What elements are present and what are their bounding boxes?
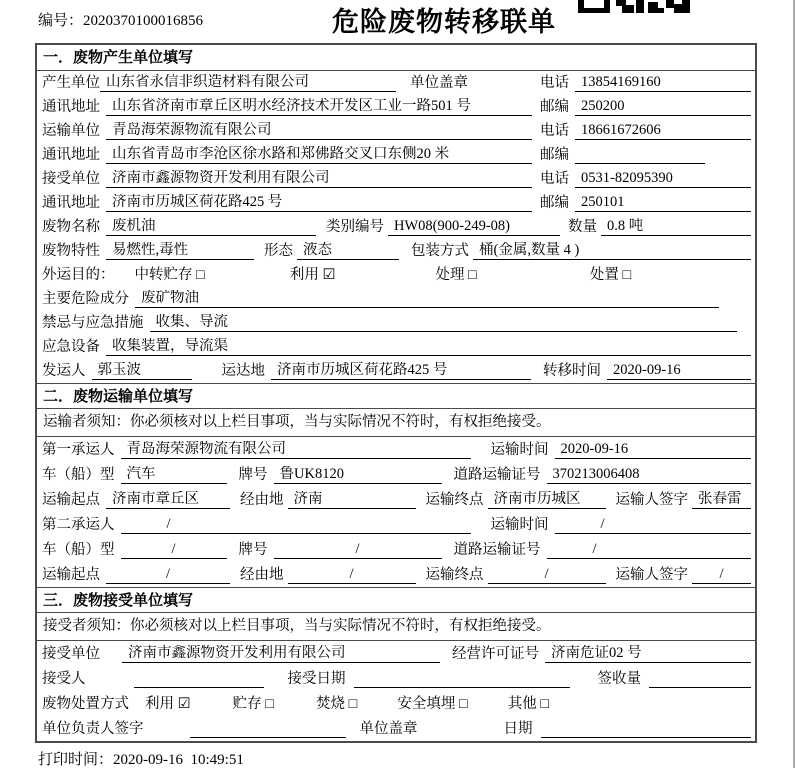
transfer-form-table: [35, 43, 757, 743]
unit-seal-label: 单位盖章: [410, 75, 468, 91]
packing-label: 包装方式: [411, 243, 469, 259]
head-signature-label: 单位负责人签字: [42, 721, 144, 737]
carrier-sign-label: 运输人签字: [615, 492, 688, 508]
row-taboo-measures: [37, 311, 755, 335]
transporter-address-value: 山东省青岛市李沧区徐水路和郑佛路交叉口东侧20 米: [106, 146, 532, 164]
destination-value: 济南市历城区荷花路425 号: [271, 362, 531, 380]
second-carrier-label: 第二承运人: [42, 517, 115, 533]
transporter-phone-value: 18661672606: [575, 122, 751, 140]
emergency-equipment-label: 应急设备: [42, 339, 100, 355]
received-qty-value: [649, 670, 751, 688]
taboo-measures-value: 收集、导流: [150, 314, 738, 332]
row-second-carrier: [37, 512, 755, 537]
route-end2-label: 运输终点: [425, 567, 484, 583]
taboo-measures-label: 禁忌与应急措施: [42, 315, 144, 331]
road-permit2-value: /: [547, 541, 752, 559]
carrier-sign-value: 张春雷: [692, 491, 751, 509]
route-via2-label: 经由地: [240, 567, 284, 583]
row-first-carrier-vehicle: [37, 462, 755, 487]
receiver-notice: 接受者须知：你必须核对以上栏目事项，当与实际情况不符时，有权拒绝接受。: [37, 613, 755, 641]
vehicle-type-label: 车（船）型: [42, 467, 115, 483]
transporter-zip-label: 邮编: [540, 147, 569, 163]
disposal-option-landfill-checkbox: 安全填埋 □: [397, 696, 468, 712]
transfer-form-document: [35, 0, 757, 769]
disposal-option-other-checkbox: 其他 □: [507, 696, 550, 712]
row-first-carrier-route: [37, 487, 755, 512]
row-transporter-address: [37, 143, 755, 167]
disposal-option-incinerate-checkbox: 焚烧 □: [316, 696, 358, 712]
serial-label: 编号：: [38, 13, 84, 29]
transporter-unit-value: 青岛海荣源物流有限公司: [106, 122, 532, 140]
packing-value: 桶(金属,数量 4 ): [473, 242, 751, 260]
quantity-value: 0.8 吨: [601, 218, 751, 236]
carrier-sign2-value: /: [692, 566, 751, 584]
receive-date-value: [354, 670, 570, 688]
section-producer: [37, 45, 755, 383]
print-time-line: [35, 748, 757, 769]
plate-number2-value: /: [274, 541, 442, 559]
carrier-sign2-label: 运输人签字: [615, 567, 688, 583]
producer-phone-value: 13854169160: [575, 74, 751, 92]
route-end-value: 济南市历城区: [488, 491, 606, 509]
receive-sign-date-label: 日期: [503, 721, 533, 737]
row-receiving-unit: [37, 641, 755, 666]
receiver-unit-label: 接受单位: [42, 171, 100, 187]
transporter-phone-label: 电话: [540, 123, 569, 139]
row-hazard-component: [37, 287, 755, 311]
row-second-carrier-route: [37, 562, 755, 587]
hazard-component-label: 主要危险成分: [42, 291, 129, 307]
second-carrier-value: /: [121, 516, 471, 534]
shipper-value: 郭玉波: [92, 362, 192, 380]
first-carrier-time-label: 运输时间: [490, 442, 549, 458]
row-first-carrier: [37, 437, 755, 462]
shipper-label: 发运人: [42, 363, 86, 379]
section-receiver-title: 三．废物接受单位填写: [37, 587, 755, 613]
row-disposal-method: [37, 691, 755, 716]
purpose-option-dispose-checkbox: 处置 □: [589, 267, 632, 283]
producer-zip-label: 邮编: [540, 99, 569, 115]
waste-character-label: 废物特性: [42, 243, 100, 259]
window-edge-divider: [793, 0, 795, 768]
waste-form-value: 液态: [297, 242, 399, 260]
receiver-address-value: 济南市历城区荷花路425 号: [106, 194, 532, 212]
quantity-label: 数量: [568, 219, 597, 235]
transfer-date-label: 转移时间: [543, 363, 601, 379]
receive-sign-date-value: [541, 720, 752, 738]
category-code-label: 类别编号: [326, 219, 384, 235]
vehicle-type2-label: 车（船）型: [42, 542, 115, 558]
row-shipper: [37, 359, 755, 383]
receiving-unit-value: 济南市鑫源物资开发利用有限公司: [122, 645, 440, 663]
plate-number-value: 鲁UK8120: [274, 466, 442, 484]
receiver-seal-label: 单位盖章: [359, 721, 418, 737]
category-code-value: HW08(900-249-08): [388, 218, 560, 236]
row-transfer-purpose: [37, 263, 755, 287]
row-waste-name: [37, 215, 755, 239]
route-origin-label: 运输起点: [42, 492, 100, 508]
first-carrier-label: 第一承运人: [42, 442, 115, 458]
row-producer-unit: [37, 71, 755, 95]
purpose-option-storage-checkbox: 中转贮存 □: [134, 267, 205, 283]
received-qty-label: 签收量: [597, 671, 641, 687]
row-head-signature: [37, 716, 755, 741]
recipient-value: [134, 670, 264, 688]
disposal-option-storage-checkbox: 贮存 □: [232, 696, 275, 712]
emergency-equipment-value: 收集装置，导流渠: [106, 338, 751, 356]
section-transporter-title: 二．废物运输单位填写: [37, 383, 755, 409]
route-via-value: 济南: [288, 491, 416, 509]
page-title: 危险废物转移联单: [332, 7, 556, 38]
section-receiver: [37, 587, 755, 741]
row-recipient: [37, 666, 755, 691]
row-receiver-address: [37, 191, 755, 215]
route-origin2-label: 运输起点: [42, 567, 100, 583]
transfer-date-value: 2020-09-16: [607, 362, 751, 380]
row-emergency-equipment: [37, 335, 755, 359]
receiver-phone-value: 0531-82095390: [575, 170, 751, 188]
transporter-unit-label: 运输单位: [42, 123, 100, 139]
recipient-label: 接受人: [42, 671, 86, 687]
section-transporter: [37, 383, 755, 587]
head-signature-value: [190, 720, 346, 738]
receiving-unit-label: 接受单位: [42, 646, 100, 662]
route-end-label: 运输终点: [425, 492, 484, 508]
producer-unit-value: 山东省永信非织造材料有限公司: [100, 74, 396, 92]
row-receiver-unit: [37, 167, 755, 191]
waste-character-value: 易燃性,毒性: [106, 242, 254, 260]
receiver-zip-label: 邮编: [540, 195, 569, 211]
print-time-label: 打印时间：: [38, 752, 114, 768]
first-carrier-value: 青岛海荣源物流有限公司: [121, 441, 471, 459]
print-time-value: 2020-09-16 10:49:51: [113, 752, 244, 768]
plate-number2-label: 牌号: [238, 542, 268, 558]
receiver-zip-value: 250101: [575, 194, 751, 212]
disposal-method-label: 废物处置方式: [42, 696, 129, 712]
plate-number-label: 牌号: [238, 467, 268, 483]
transporter-zip-value: [575, 146, 705, 164]
producer-address-label: 通讯地址: [42, 99, 100, 115]
license-number-label: 经营许可证号: [452, 646, 539, 662]
section-producer-title: 一．废物产生单位填写: [37, 45, 755, 71]
road-permit-value: 370213006408: [547, 466, 752, 484]
qr-code-fragment-icon: [578, 0, 690, 13]
license-number-value: 济南危证02 号: [545, 645, 751, 663]
transporter-notice: 运输者须知：你必须核对以上栏目事项，当与实际情况不符时，有权拒绝接受。: [37, 409, 755, 437]
receiver-address-label: 通讯地址: [42, 195, 100, 211]
route-origin-value: 济南市章丘区: [106, 491, 230, 509]
row-second-carrier-vehicle: [37, 537, 755, 562]
purpose-option-treat-checkbox: 处理 □: [435, 267, 477, 283]
hazard-component-value: 废矿物油: [135, 290, 719, 308]
route-via-label: 经由地: [240, 492, 284, 508]
transporter-address-label: 通讯地址: [42, 147, 100, 163]
vehicle-type-value: 汽车: [121, 466, 227, 484]
receiver-unit-value: 济南市鑫源物资开发利用有限公司: [106, 170, 532, 188]
receiver-phone-label: 电话: [540, 171, 569, 187]
producer-unit-label: 产生单位: [42, 75, 100, 91]
road-permit-label: 道路运输证号: [453, 467, 541, 483]
serial-value: 2020370100016856: [83, 13, 204, 29]
row-waste-character: [37, 239, 755, 263]
road-permit2-label: 道路运输证号: [453, 542, 541, 558]
producer-phone-label: 电话: [540, 75, 569, 91]
document-header: [35, 0, 757, 43]
waste-name-label: 废物名称: [42, 219, 100, 235]
receive-date-label: 接受日期: [287, 671, 346, 687]
vehicle-type2-value: /: [121, 541, 227, 559]
disposal-option-utilize-checkbox: 利用 ☑: [145, 696, 191, 712]
second-carrier-time-value: /: [555, 516, 752, 534]
waste-form-label: 形态: [264, 243, 293, 259]
second-carrier-time-label: 运输时间: [490, 517, 549, 533]
serial-number-line: [38, 9, 203, 30]
purpose-option-utilize-checkbox: 利用 ☑: [289, 267, 336, 283]
destination-label: 运达地: [221, 363, 265, 379]
producer-address-value: 山东省济南市章丘区明水经济技术开发区工业一路501 号: [106, 98, 532, 116]
first-carrier-time-value: 2020-09-16: [555, 441, 752, 459]
route-via2-value: /: [288, 566, 416, 584]
row-transporter-unit: [37, 119, 755, 143]
producer-zip-value: 250200: [575, 98, 751, 116]
row-producer-address: [37, 95, 755, 119]
route-end2-value: /: [488, 566, 606, 584]
transfer-purpose-label: 外运目的：: [42, 267, 115, 283]
route-origin2-value: /: [106, 566, 230, 584]
waste-name-value: 废机油: [106, 218, 316, 236]
